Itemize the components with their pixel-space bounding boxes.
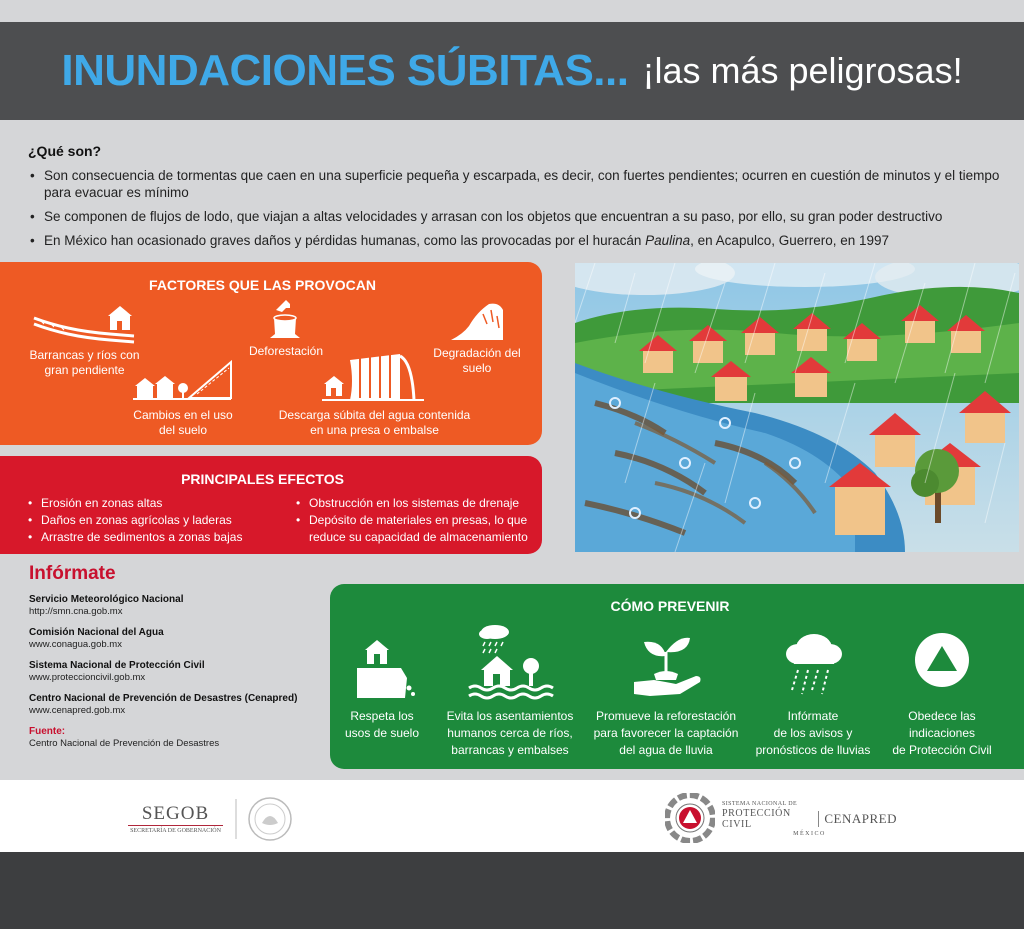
efectos-title: PRINCIPALES EFECTOS <box>181 471 344 487</box>
prevent-label <box>748 708 878 759</box>
logo-separator <box>818 811 819 827</box>
river-house-icon <box>30 304 140 344</box>
prevent-label <box>438 708 582 759</box>
intro-bullet <box>28 232 1003 249</box>
intro-text: En México han ocasionado graves daños y pérdidas humanas, como las provocadas por el huracán <box>44 233 646 248</box>
org-name: Comisión Nacional del Agua <box>29 627 164 638</box>
page-subtitle: ¡las más peligrosas! <box>642 50 963 91</box>
org-entry <box>29 660 329 683</box>
eroded-hill-icon <box>447 300 507 342</box>
segob-wordmark: SEGOB <box>141 803 210 824</box>
efectos-list-left <box>28 495 242 546</box>
proteccion-civil-cenapred-logo <box>722 801 897 837</box>
cenapred-wordmark: CENAPRED <box>824 811 897 826</box>
prevent-label <box>586 708 746 759</box>
org-name: Servicio Meteorológico Nacional <box>29 594 184 605</box>
org-url[interactable]: www.conagua.gob.mx <box>29 639 122 650</box>
org-url[interactable]: www.cenapred.gob.mx <box>29 705 126 716</box>
efecto-item: • Arrastre de sedimentos a zonas bajas <box>28 529 242 546</box>
intro-section <box>28 143 1003 256</box>
efecto-item: • Obstrucción en los sistemas de drenaje <box>296 495 528 512</box>
intro-bullet: • Se componen de flujos de lodo, que viajan a altas velocidades y arrasan con los objetos que encuentran a su paso, por ello, su gran poder destructivo <box>28 208 1003 225</box>
prevent-line: de los avisos y <box>773 726 853 740</box>
factores-title: FACTORES QUE LAS PROVOCAN <box>149 277 376 293</box>
header-banner <box>0 22 1024 120</box>
factor-label: Cambios en el uso <box>133 408 233 422</box>
informate-section <box>29 563 329 749</box>
pc-row <box>722 808 897 830</box>
prevent-line: humanos cerca de ríos, <box>447 726 573 740</box>
intro-bullet: • Son consecuencia de tormentas que caen en una superficie pequeña y escarpada, es decir, con fuertes pendientes; ocurren en cuestión de minutos y el tiempo para evacuar es mínimo <box>28 167 1003 201</box>
source-note <box>29 726 329 749</box>
prevent-item <box>340 622 424 742</box>
plant-hand-icon <box>626 622 706 702</box>
segob-logo <box>128 803 223 834</box>
rain-cloud-icon <box>778 622 848 702</box>
prevent-line: Obedece las <box>908 709 976 723</box>
efecto-item-continued <box>296 529 528 546</box>
prevent-item <box>748 622 878 759</box>
factor-label: Descarga súbita del agua contenida <box>278 408 471 422</box>
prevent-line: de Protección Civil <box>892 743 992 757</box>
prevent-line: usos de suelo <box>344 726 420 740</box>
prevent-item <box>586 622 746 759</box>
efecto-item: • Erosión en zonas altas <box>28 495 242 512</box>
prevent-label <box>340 708 424 742</box>
prevent-line: indicaciones <box>908 726 976 740</box>
prevent-line: Infórmate <box>787 709 839 723</box>
intro-heading: ¿Qué son? <box>28 143 102 159</box>
factor-label: suelo <box>462 361 492 375</box>
factor-deforestacion <box>240 298 332 359</box>
hurricane-name: Paulina <box>645 233 691 248</box>
factores-panel <box>0 262 542 445</box>
efecto-item: • Depósito de materiales en presas, lo que <box>296 512 528 529</box>
factor-label: en una presa o embalse <box>310 423 439 437</box>
house-cliff-icon <box>347 622 417 702</box>
factor-descarga <box>272 352 477 438</box>
org-entry <box>29 627 329 650</box>
prevent-line: del agua de lluvia <box>619 743 713 757</box>
prevent-line: barrancas y embalses <box>451 743 569 757</box>
org-entry <box>29 594 329 617</box>
factor-label: del suelo <box>158 423 208 437</box>
mexico-seal-icon <box>234 795 296 843</box>
org-name: Sistema Nacional de Protección Civil <box>29 660 205 671</box>
civil-protection-icon <box>907 622 977 702</box>
pc-line1: SISTEMA NACIONAL DE <box>722 801 798 807</box>
prevent-line: Evita los asentamientos <box>446 709 574 723</box>
flood-scene-image <box>575 263 1019 552</box>
prevent-item <box>882 622 1002 759</box>
factor-cambios-uso <box>127 358 239 438</box>
intro-text: , en Acapulco, Guerrero, en 1997 <box>690 233 890 248</box>
org-url[interactable]: www.proteccioncivil.gob.mx <box>29 672 146 683</box>
pc-line2: PROTECCIÓN CIVIL <box>722 808 791 830</box>
top-strip <box>0 0 1024 22</box>
prevent-line: para favorecer la captación <box>593 726 739 740</box>
factor-label: Degradación del <box>433 346 521 360</box>
prevenir-panel <box>330 584 1024 769</box>
houses-slope-icon <box>131 358 235 404</box>
efectos-list-right <box>296 495 528 546</box>
efecto-text: reduce su capacidad de almacenamiento <box>309 530 528 544</box>
flood-illustration <box>575 263 1019 552</box>
prevent-line: Promueve la reforestación <box>595 709 737 723</box>
source-value: Centro Nacional de Prevención de Desastres <box>29 738 220 749</box>
bottom-bar <box>0 852 1024 929</box>
tree-stump-icon <box>266 298 306 340</box>
org-name: Centro Nacional de Prevención de Desastres (Cenapred) <box>29 693 298 704</box>
mexico-label: MÉXICO <box>793 831 826 837</box>
efecto-item: • Daños en zonas agrícolas y laderas <box>28 512 242 529</box>
factor-label: gran pendiente <box>44 363 125 377</box>
informate-title: Infórmate <box>29 563 116 584</box>
segob-subtitle: SECRETARÍA DE GOBERNACIÓN <box>128 825 223 834</box>
dam-icon <box>320 352 430 404</box>
org-url[interactable]: http://smn.cna.gob.mx <box>29 606 123 617</box>
prevent-line: Respeta los <box>350 709 414 723</box>
flooded-house-icon <box>465 622 555 702</box>
prevent-line: pronósticos de lluvias <box>755 743 871 757</box>
factor-label: Barrancas y ríos con <box>29 348 140 362</box>
efectos-panel <box>0 456 542 554</box>
source-label: Fuente: <box>29 726 66 737</box>
org-entry <box>29 693 329 716</box>
prevenir-title: CÓMO PREVENIR <box>610 598 730 614</box>
prevent-item <box>438 622 582 759</box>
intro-list <box>28 167 1003 249</box>
proteccion-civil-logo-icon <box>665 793 715 843</box>
page-title: INUNDACIONES SÚBITAS... <box>61 46 629 95</box>
prevent-label <box>882 708 1002 759</box>
factor-label: Deforestación <box>248 344 324 358</box>
